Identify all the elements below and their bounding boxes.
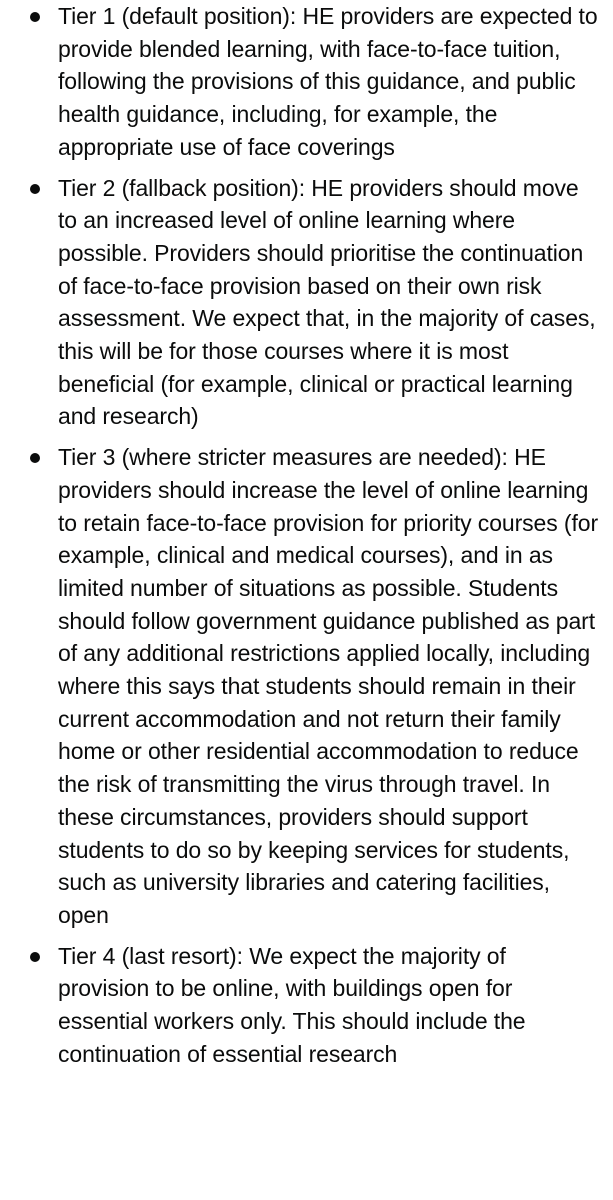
- bullet-icon: [30, 184, 40, 194]
- tier-list: [18, 0, 603, 1071]
- bullet-icon: [30, 12, 40, 22]
- tier-2-text: Tier 2 (fallback position): HE providers should move to an increased level of online learning where possible. Providers should prioritise the continuation of face-to-face provision based on their own risk assessment. We expect that, in the majority of cases, this will be for those courses where it is most beneficial (for example, clinical or practical learning and research): [58, 174, 596, 430]
- list-item-tier-4: [18, 940, 603, 1071]
- bullet-icon: [30, 952, 40, 962]
- list-item-tier-2: [18, 172, 603, 434]
- bullet-icon: [30, 453, 40, 463]
- tier-4-text: Tier 4 (last resort): We expect the majority of provision to be online, with buildings open for essential workers only. This should include the continuation of essential research: [58, 942, 526, 1067]
- tier-3-text: Tier 3 (where stricter measures are needed): HE providers should increase the level of online learning to retain face-to-face provision for priority courses (for example, clinical and medical courses), and in as limited number of situations as possible. Students should follow government guidance published as part of any additional restrictions applied locally, including where this says that students should remain in their current accommodation and not return their family home or other residential accommodation to reduce the risk of transmitting the virus through travel. In these circumstances, providers should support students to do so by keeping services for students, such as university libraries and catering facilities, open: [58, 444, 599, 928]
- list-item-tier-3: [18, 441, 603, 932]
- tier-1-text: Tier 1 (default position): HE providers are expected to provide blended learning, with face-to-face tuition, following the provisions of this guidance, and public health guidance, including, for example, the appropriate use of face coverings: [58, 3, 598, 160]
- list-item-tier-1: [18, 0, 603, 164]
